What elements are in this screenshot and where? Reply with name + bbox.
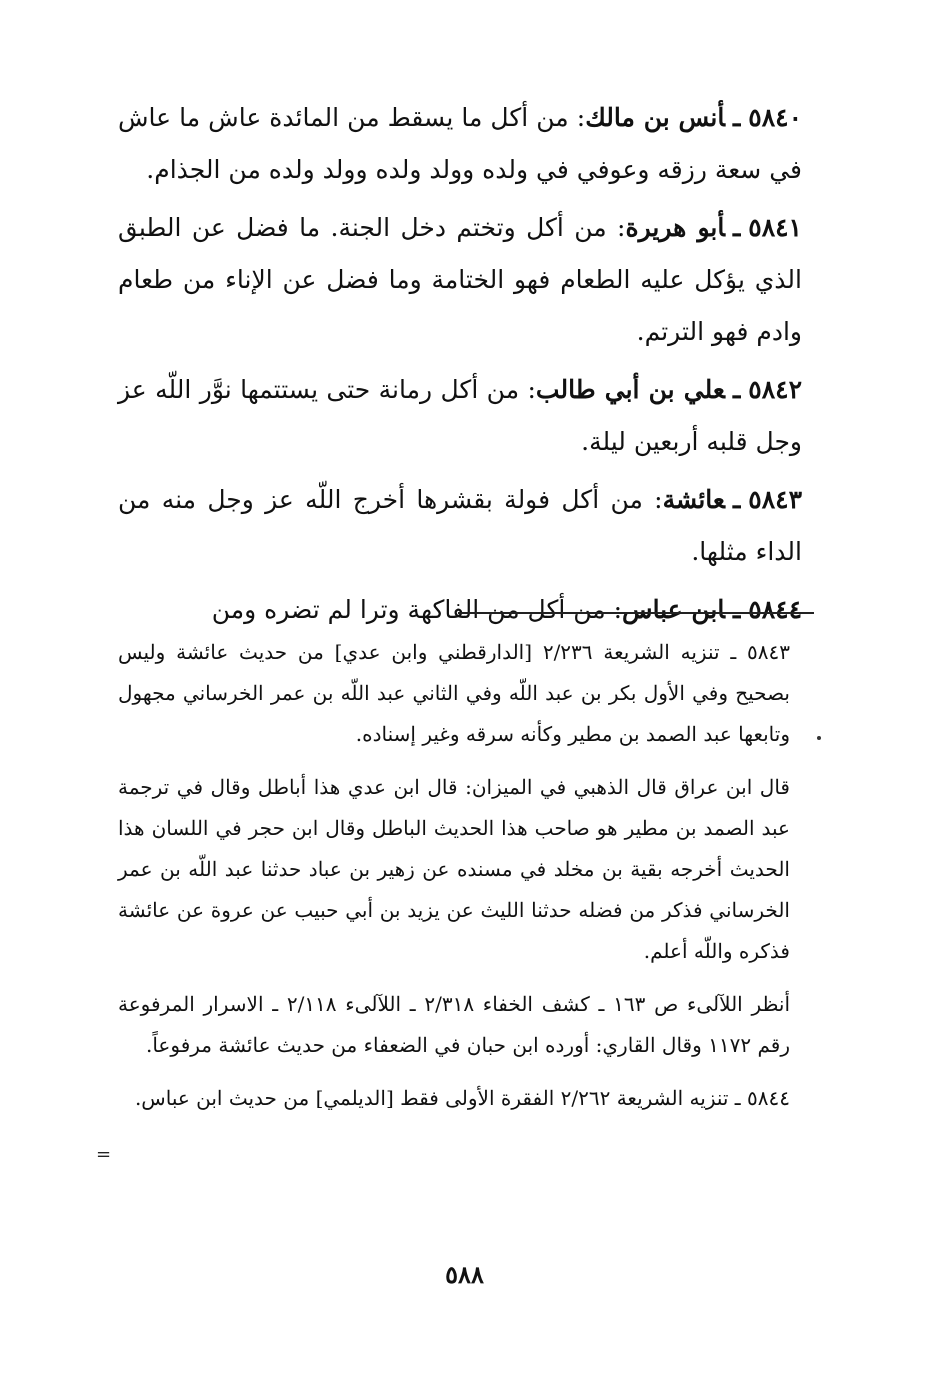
entry-5842: [118, 364, 802, 468]
continuation-mark: =: [96, 1144, 112, 1165]
entry-dash: ـ: [732, 375, 741, 404]
footnote-ibn-iraq: قال ابن عراق قال الذهبي في الميزان: قال ابن عدي هذا أباطل وقال في ترجمة عبد الصمد بن مطير هو صاحب هذا الحديث الباطل وقال ابن حجر في اللسان هذا الحديث أخرجه بقية بن مخلد في مسنده عن زهير بن عباد حدثنا عبد اللّه بن عمر الخرساني فذكر من فضله حدثنا الليث عن يزيد بن أبي حبيب عن عروة عن عائشة فذكره واللّه أعلم.: [118, 775, 790, 963]
entry-number: ٥٨٤٠: [748, 103, 803, 132]
entry-dash: ـ: [732, 103, 741, 132]
entry-5841: [118, 202, 802, 358]
page-number: ٥٨٨: [445, 1260, 484, 1289]
entry-number: ٥٨٤٣: [748, 485, 802, 514]
entry-5844: [118, 584, 802, 636]
entry-narrator: ابن عباس: [622, 595, 725, 624]
entry-text: : من أكل فولة بقشرها أخرج اللّه عز وجل منه من الداء مثلها.: [118, 485, 802, 566]
footnote-references: أنظر اللآلىء ص ١٦٣ ـ كشف الخفاء ٢/٣١٨ ـ اللآلىء ٢/١١٨ ـ الاسرار المرفوعة رقم ١١٧٢ وقال القاري: أورده ابن حبان في الضعفاء من حديث عائشة مرفوعاً.: [118, 992, 791, 1057]
entry-text: : من أكل وتختم دخل الجنة. ما فضل عن الطبق الذي يؤكل عليه الطعام فهو الختامة وما فضل عن الإناء من طعام وادم فهو الترتم.: [118, 213, 802, 346]
entry-narrator: عائشة: [662, 485, 725, 514]
entry-narrator: علي بن أبي طالب: [535, 375, 725, 404]
footnote-5843: ٥٨٤٣ ـ تنزيه الشريعة ٢/٢٣٦ [الدارقطني وابن عدي] من حديث عائشة وليس بصحيح وفي الأول بكر بن عبد اللّه وفي الثاني عبد اللّه بن عمر الخرساني مجهول وتابعها عبد الصمد بن مطير وكأنه سرقه وغير إسناده.: [118, 640, 790, 746]
entry-dash: ـ: [732, 595, 741, 624]
entry-number: ٥٨٤٢: [748, 375, 802, 404]
entry-5840: [118, 92, 802, 196]
margin-dot: [817, 736, 821, 740]
entry-text: : من أكل من الفاكهة وترا لم تضره ومن: [211, 595, 623, 624]
entry-dash: ـ: [732, 213, 741, 242]
footnotes: [118, 632, 790, 1131]
entry-narrator: أبو هريرة: [625, 213, 725, 242]
entry-text: : من أكل رمانة حتى يستتمها نوَّر اللّه عز وجل قلبه أربعين ليلة.: [118, 375, 802, 456]
entry-dash: ـ: [732, 485, 741, 514]
entry-5843: [118, 474, 802, 578]
entry-number: ٥٨٤١: [748, 213, 802, 242]
main-text: [118, 92, 802, 642]
entry-number: ٥٨٤٤: [748, 595, 802, 624]
entry-text: : من أكل ما يسقط من المائدة عاش ما عاش في سعة رزقه وعوفي في ولده وولد ولده وولد ولده من الجذام.: [118, 103, 802, 184]
footnote-5844: ٥٨٤٤ ـ تنزيه الشريعة ٢/٢٦٢ الفقرة الأولى فقط [الديلمي] من حديث ابن عباس.: [134, 1086, 790, 1110]
entry-narrator: أنس بن مالك: [585, 103, 725, 132]
footnote-separator: [458, 612, 814, 614]
